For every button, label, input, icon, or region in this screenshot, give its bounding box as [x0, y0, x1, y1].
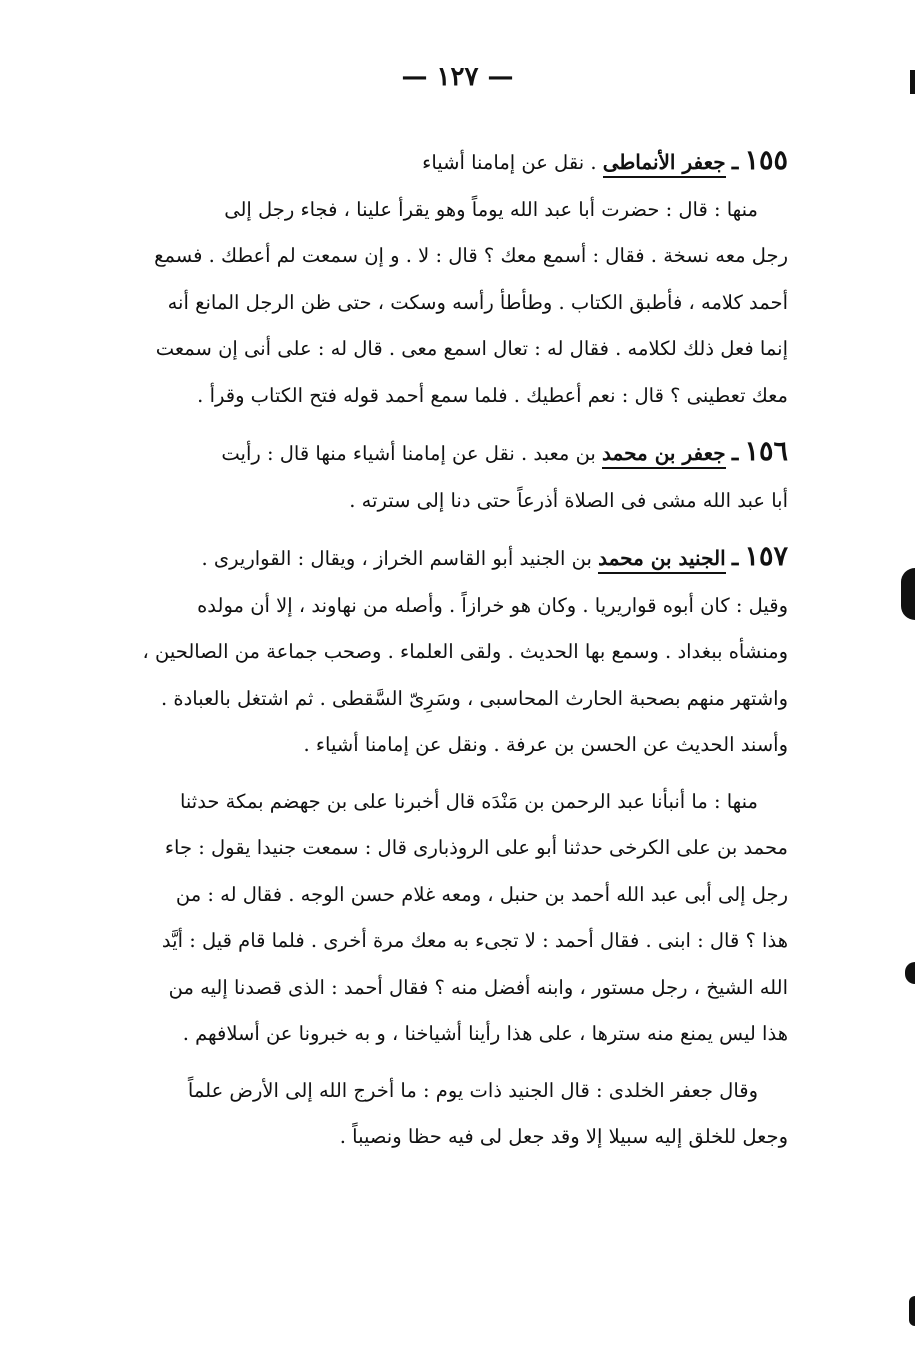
text-line: أحمد كلامه ، فأطبق الكتاب . وطأطأ رأسه وسكت ، حتى ظن الرجل المانع أنه — [167, 290, 788, 314]
page-number: — ١٢٧ — — [401, 62, 514, 92]
text-line: أبا عبد الله مشى فى الصلاة أذرعاً حتى دنا إلى سترته . — [349, 488, 788, 512]
entry-157 — [142, 534, 788, 769]
scan-edge-mark — [901, 568, 915, 620]
scan-edge-mark — [905, 962, 915, 984]
text-line: منها : ما أنبأنا عبد الرحمن بن مَنْدَه قال أخبرنا على بن جهضم بمكة حدثنا — [179, 789, 758, 813]
entry-heading-line — [176, 429, 788, 478]
text-line: رجل إلى أبى عبد الله أحمد بن حنبل ، ومعه غلام حسن الوجه . فقال له : من — [175, 882, 788, 906]
scan-edge-mark — [910, 70, 915, 94]
entry-dash: ـ — [731, 149, 739, 175]
text-line: هذا ؟ قال : ابنى . فقال أحمد : لا تجىء به معك مرة أخرى . فلما قام قيل : أيَّد — [161, 929, 788, 952]
entry-intro: بن الجنيد أبو القاسم الخراز ، ويقال : القواريرى . — [201, 547, 599, 570]
entry-dash: ـ — [731, 440, 739, 466]
text-line: ومنشأه ببغداد . وسمع بها الحديث . ولقى العلماء . وصحب جماعة من الصالحين ، — [142, 640, 788, 663]
text-line: رجل معه نسخة . فقال : أسمع معك ؟ قال : لا . و إن سمعت لم أعطك . فسمع — [154, 244, 788, 267]
text-line: الله الشيخ ، رجل مستور ، وابنه أفضل منه ؟ فقال أحمد : الذى قصدنا إليه من — [168, 975, 788, 999]
entry-heading-line — [176, 534, 788, 583]
text-line: إنما فعل ذلك لكلامه . فقال له : تعال اسمع معى . قال له : على أنى إن سمعت — [155, 337, 788, 360]
entry-155 — [154, 138, 788, 419]
entry-heading-line — [176, 138, 788, 187]
text-line: وأسند الحديث عن الحسن بن عرفة . ونقل عن إمامنا أشياء . — [303, 733, 788, 756]
entry-name: جعفر بن محمد — [602, 441, 726, 469]
text-line: منها : قال : حضرت أبا عبد الله يوماً وهو يقرأ علينا ، فجاء رجل إلى — [224, 197, 758, 221]
entry-intro: بن معبد . نقل عن إمامنا أشياء منها قال : رأيت — [221, 442, 603, 465]
page-body — [142, 138, 788, 1161]
entry-156 — [176, 429, 788, 524]
text-line: وقال جعفر الخلدى : قال الجنيد ذات يوم : ما أخرج الله إلى الأرض علماً — [187, 1078, 758, 1102]
text-line: هذا ليس يمنع منه سترها ، على هذا رأينا أشياخنا ، و به خبرونا عن أسلافهم . — [182, 1022, 788, 1045]
narration-paragraph — [161, 779, 788, 1058]
text-line: معك تعطينى ؟ قال : نعم أعطيك . فلما سمع أحمد قوله فتح الكتاب وقرأ . — [197, 383, 788, 407]
entry-number: ١٥٦ — [744, 436, 788, 467]
closing-paragraph — [176, 1068, 788, 1161]
entry-dash: ـ — [731, 545, 739, 571]
text-line: محمد بن على الكرخى حدثنا أبو على الروذبارى قال : سمعت جنيدا يقول : جاء — [164, 836, 788, 859]
entry-name: الجنيد بن محمد — [598, 546, 726, 574]
text-line: وقيل : كان أبوه قواريريا . وكان هو خرازاً . وأصله من نهاوند ، إلا أن مولده — [197, 593, 788, 617]
scan-edge-mark — [909, 1296, 915, 1326]
entry-number: ١٥٥ — [744, 145, 788, 176]
text-line: واشتهر منهم بصحبة الحارث المحاسبى ، وسَرِىّ السَّقطى . ثم اشتغل بالعبادة . — [160, 686, 788, 710]
entry-number: ١٥٧ — [744, 541, 788, 572]
entry-name: جعفر الأنماطى — [603, 150, 726, 178]
text-line: وجعل للخلق إليه سبيلا إلا وقد جعل لى فيه حظا ونصيباً . — [339, 1125, 788, 1148]
entry-intro: . نقل عن إمامنا أشياء — [422, 151, 603, 174]
